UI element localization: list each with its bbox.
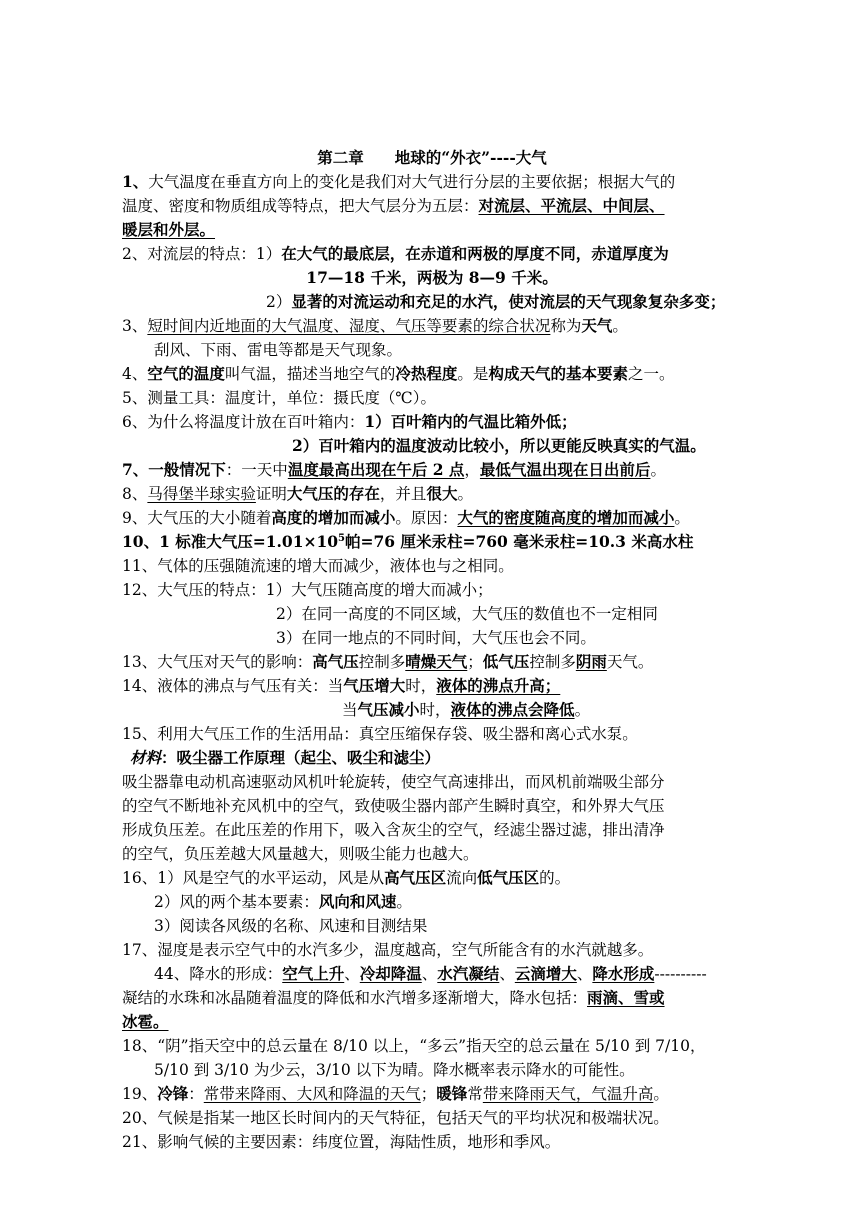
key-point: 显著的对流运动和充足的水汽，使对流层的天气现象复杂多变； [291, 292, 726, 311]
text: 时， [419, 701, 451, 719]
key-point: 空气的温度 [147, 364, 225, 383]
key-point: 暖锋 [436, 1084, 468, 1103]
item-11: 11、气体的压强随流速的增大而减少，液体也与之相同。 [122, 557, 514, 575]
text: 、 [421, 965, 438, 983]
underlined-text: 带来降雨天气，气温升高 [482, 1085, 654, 1103]
text: 。是 [457, 365, 489, 383]
text: ， [464, 461, 480, 479]
item-16-line-1 [122, 866, 742, 890]
key-point: 冷锋 [157, 1084, 189, 1103]
item-10 [122, 530, 742, 554]
text: 。原因： [395, 509, 458, 527]
key-point: 液体的沸点会降低 [450, 700, 575, 719]
item-12-line-2: 2）在同一高度的不同区域，大气压的数值也不一定相同 [276, 605, 658, 623]
material-title: ：吸尘器工作原理（起尘、吸尘和滤尘） [161, 748, 441, 767]
item-5: 5、测量工具：温度计，单位：摄氏度（℃）。 [122, 389, 436, 407]
text: 13、大气压对天气的影响： [122, 653, 313, 671]
item-12-line-1: 12、大气压的特点：1）大气压随高度的增大而减小； [122, 581, 493, 599]
text: 流向 [446, 869, 478, 887]
item-1-line-2 [122, 194, 742, 218]
item-4 [122, 362, 742, 386]
text: 44、降水的形成： [154, 965, 283, 983]
item-20: 20、气候是指某一地区长时间内的天气特征，包括天气的平均状况和极端状况。 [122, 1109, 669, 1127]
key-point: 冰雹。 [122, 1012, 169, 1031]
item-1-line-1 [122, 170, 742, 194]
key-point: 液体的沸点升高； [436, 676, 561, 695]
key-point: 冷却降温 [359, 964, 422, 983]
text: ： [188, 1085, 204, 1103]
item-14-line-2 [342, 698, 860, 722]
item-16-line-3: 3）阅读各风级的名称、风速和目测结果 [154, 917, 428, 935]
key-point: 水汽凝结 [437, 964, 500, 983]
item-19 [122, 1082, 742, 1106]
key-point: 高气压区 [384, 868, 447, 887]
key-point: 雨滴、雪或 [587, 988, 665, 1007]
text: 3、 [122, 317, 148, 335]
key-point: 云滴增大 [514, 964, 577, 983]
material-paragraph-line-1: 吸尘器靠电动机高速驱动风机叶轮旋转，使空气高速排出，而风机前端吸尘部分 [122, 773, 665, 791]
item-6-line-1 [122, 410, 742, 434]
text: 。 [396, 893, 412, 911]
text: 控制多 [529, 653, 576, 671]
material-paragraph-line-4: 的空气，负压差越大风量越大，则吸尘能力也越大。 [122, 845, 479, 863]
key-point: 气压增大 [343, 676, 406, 695]
text: 19、 [122, 1085, 158, 1103]
item-21: 21、影响气候的主要因素：纬度位置，海陆性质，地形和季风。 [122, 1133, 561, 1151]
item-18-line-2: 5/10 到 3/10 为少云，3/10 以下为晴。降水概率表示降水的可能性。 [154, 1061, 635, 1079]
text: 、 [499, 965, 515, 983]
text: 2） [266, 293, 292, 311]
text: 。 [574, 701, 591, 719]
text: 、 [576, 965, 593, 983]
item-17: 17、湿度是表示空气中的水汽多少，温度越高，空气所能含有的水汽就越多。 [122, 941, 654, 959]
underlined-text: 短时间内近地面的大气温度、湿度、气压等要素的综合状况 [147, 317, 551, 335]
text: ； [467, 653, 483, 671]
key-point: 气压减小 [357, 700, 420, 719]
item-44-line-3 [122, 1010, 742, 1034]
text: 大气温度在垂直方向上的变化是我们对大气进行分层的主要依据；根据大气的 [148, 173, 676, 191]
key-point: 高气压 [312, 652, 359, 671]
text: 帕=76 厘米汞柱=760 毫米汞柱=10.3 米高水柱 [345, 532, 694, 551]
exponent: 5 [338, 532, 346, 544]
text: 。 [457, 485, 473, 503]
key-point: 低气压 [482, 652, 530, 671]
item-3-line-1 [122, 314, 742, 338]
text: 凝结的水珠和冰晶随着温度的降低和水汽增多逐渐增大，降水包括： [122, 989, 588, 1007]
text: 之一。 [627, 365, 675, 383]
text: 叫气温，描述当地空气的 [224, 365, 396, 383]
key-point: 暖层和外层。 [122, 220, 216, 239]
key-point: 晴燥天气 [405, 652, 468, 671]
text: 8、 [122, 485, 148, 503]
text: 称为 [550, 317, 582, 335]
key-point: 大气压的存在 [286, 484, 380, 503]
text: 控制多 [358, 653, 406, 671]
item-15: 15、利用大气压工作的生活用品：真空压缩保存袋、吸尘器和离心式水泵。 [122, 725, 638, 743]
key-point: 构成天气的基本要素 [488, 364, 628, 383]
key-point: 最低气温出现在日出前后 [479, 460, 651, 479]
key-point: 降水形成 [592, 964, 655, 983]
text: 证明 [255, 485, 287, 503]
key-point: 低气压区 [477, 868, 540, 887]
text: 14、液体的沸点与气压有关：当 [122, 677, 344, 695]
text: 。 [612, 317, 628, 335]
text: ：一天中 [225, 461, 288, 479]
item-2-line-1 [122, 242, 742, 266]
item-16-line-2 [154, 890, 774, 914]
text: 2）风的两个基本要素： [154, 893, 319, 911]
text: 常 [467, 1085, 483, 1103]
text: 。 [674, 509, 690, 527]
text: 10、1 标准大气压=1.01×10 [122, 532, 339, 551]
item-9 [122, 506, 742, 530]
text: 16、1）风是空气的水平运动，风是从 [122, 869, 385, 887]
text: 温度、密度和物质组成等特点，把大气层分为五层： [122, 197, 479, 215]
underlined-text: 常带来降雨、大风和降温的天气 [203, 1085, 421, 1103]
text: 4、 [122, 365, 148, 383]
item-44-line-1 [154, 962, 774, 986]
key-point: 天气 [581, 316, 613, 335]
item-number: 1、 [122, 172, 149, 191]
page-title: 第二章 地球的“外衣”----大气 [317, 148, 547, 167]
key-point: 阴雨 [575, 652, 607, 671]
item-12-line-3: 3）在同一地点的不同时间，大气压也会不同。 [276, 629, 596, 647]
text: 6、为什么将温度计放在百叶箱内： [122, 413, 365, 431]
text: 2、对流层的特点：1） [122, 245, 282, 263]
material-heading [130, 746, 750, 770]
item-6-line-2: 2）百叶箱内的温度波动比较小，所以更能反映真实的气温。 [292, 436, 706, 455]
key-point: 风向和风速 [318, 892, 397, 911]
key-point: 冷热程度 [395, 364, 458, 383]
item-44-line-2 [122, 986, 742, 1010]
item-3-line-2: 刮风、下雨、雷电等都是天气现象。 [154, 341, 403, 359]
item-18-line-1: 18、“阴”指天空中的总云量在 8/10 以上，“多云”指天空的总云量在 5/10 到 7/10， [122, 1037, 706, 1055]
material-label: 材料 [130, 748, 162, 767]
text: 当 [342, 701, 358, 719]
key-point: 很大 [426, 484, 458, 503]
key-point: 在大气的最底层，在赤道和两极的厚度不同，赤道厚度为 [281, 244, 669, 263]
text: 。 [650, 461, 666, 479]
text: 时， [405, 677, 437, 695]
underlined-text: 马得堡半球实验 [147, 485, 256, 503]
material-paragraph-line-2: 的空气不断地补充风机中的空气，致使吸尘器内部产生瞬时真空，和外界大气压 [122, 797, 665, 815]
item-1-line-3 [122, 218, 742, 242]
item-2-line-3 [266, 290, 860, 314]
key-point: 空气上升 [282, 964, 345, 983]
item-13 [122, 650, 742, 674]
text: 9、大气压的大小随着 [122, 509, 272, 527]
text: ，并且 [379, 485, 427, 503]
key-point: 对流层、平流层、中间层、 [478, 196, 665, 215]
text: ---------- [654, 965, 707, 983]
key-point: 1）百叶箱内的气温比箱外低； [364, 412, 577, 431]
text: 、 [344, 965, 360, 983]
key-point: 大气的密度随高度的增加而减小 [457, 508, 675, 527]
item-2-line-2: 17—18 千米，两极为 8—9 千米。 [306, 268, 558, 287]
item-14-line-1 [122, 674, 742, 698]
material-paragraph-line-3: 形成负压差。在此压差的作用下，吸入含灰尘的空气，经滤尘器过滤，排出清净 [122, 821, 665, 839]
key-point: 高度的增加而减小 [271, 508, 396, 527]
key-point: 7、一般情况下 [122, 460, 226, 479]
key-point: 温度最高出现在午后 2 点 [287, 460, 465, 479]
text: 的。 [539, 869, 571, 887]
text: 。 [653, 1085, 669, 1103]
text: 天气。 [606, 653, 654, 671]
item-8 [122, 482, 742, 506]
item-7 [122, 458, 742, 482]
text: ； [420, 1085, 437, 1103]
